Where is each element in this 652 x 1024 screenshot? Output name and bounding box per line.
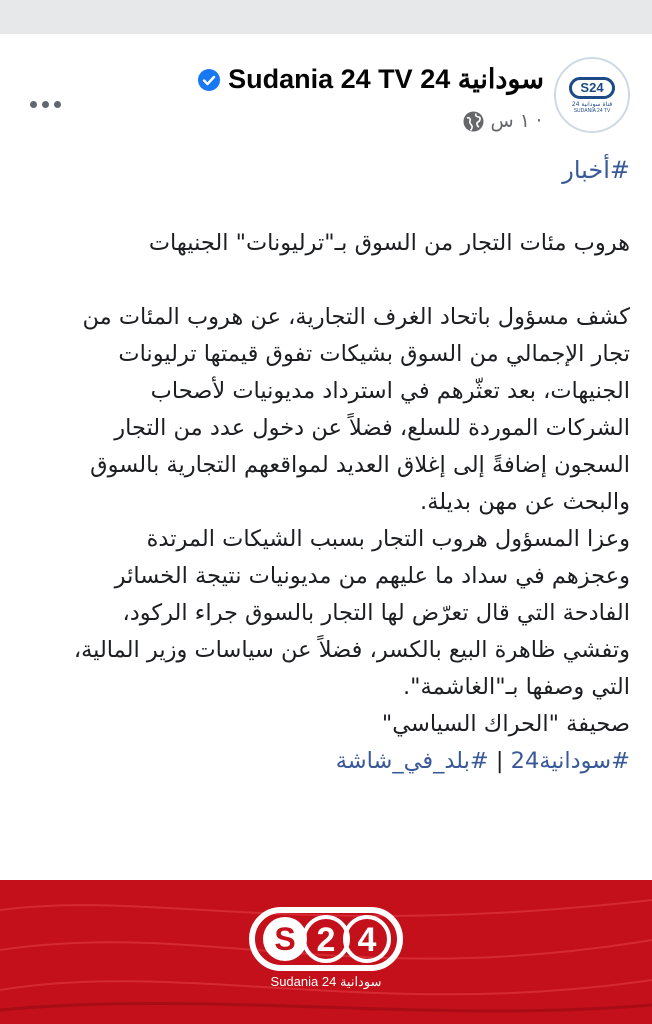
text-line: كشف مسؤول باتحاد الغرف التجارية، عن هروب المئات من xyxy=(82,304,630,330)
logo-digit-4: 4 xyxy=(357,921,377,959)
post-card xyxy=(0,34,652,880)
hashtag-news-link[interactable]: #أخبار xyxy=(562,156,630,184)
logo-letter-s: S xyxy=(274,921,296,957)
page-name-row xyxy=(198,64,544,95)
post-body xyxy=(20,152,630,780)
paragraph-1 xyxy=(20,299,630,521)
globe-icon xyxy=(463,111,484,132)
post-meta xyxy=(463,110,542,132)
verified-badge-icon xyxy=(198,69,220,91)
text-line: الفادحة التي قال تعرّض لها التجار بالسوق جراء الركود، xyxy=(122,600,630,626)
hashtag-separator: | xyxy=(495,748,504,774)
more-options-button[interactable] xyxy=(30,94,70,114)
post-timestamp[interactable]: ١ س · xyxy=(490,110,542,132)
text-line: الجنيهات، بعد تعثّرهم في استرداد مديونيات لأصحاب xyxy=(150,378,630,404)
banner-caption: Sudania 24 سودانية xyxy=(270,974,382,989)
post-headline: هروب مئات التجار من السوق بـ"ترليونات" الجنيهات xyxy=(148,230,630,256)
avatar-subtitle-english: SUDANIA 24 TV xyxy=(573,107,611,114)
avatar-subtitle-arabic: قناة سودانية 24 xyxy=(571,100,613,108)
avatar-logo: S24 xyxy=(569,77,615,99)
text-line: تجار الإجمالي من السوق بشيكات تفوق قيمتها ترليونات xyxy=(118,341,630,367)
text-line: وعزا المسؤول هروب التجار بسبب الشيكات المرتدة xyxy=(146,526,630,552)
more-dot-icon xyxy=(30,101,37,108)
page-avatar[interactable] xyxy=(554,57,630,133)
text-line: وتفشي ظاهرة البيع بالكسر، فضلاً عن سياسات وزير المالية، xyxy=(73,637,630,663)
paragraph-2 xyxy=(20,521,630,743)
text-line: الشركات الموردة للسلع، فضلاً عن دخول عدد من التجار xyxy=(114,415,630,441)
hashtags-row xyxy=(20,743,630,780)
post-header xyxy=(0,34,652,144)
hashtag-sudania24-link[interactable]: #سودانية24 xyxy=(510,748,630,774)
hashtag-balad-link[interactable]: #بلد_في_شاشة xyxy=(335,748,489,774)
top-divider-strip xyxy=(0,0,652,34)
text-line: وعجزهم في سداد ما عليهم من مديونيات نتيجة الخسائر xyxy=(114,563,630,589)
page-name-link[interactable]: سودانية 24 Sudania 24 TV xyxy=(228,64,544,94)
more-dot-icon xyxy=(42,101,49,108)
source-line: صحيفة "الحراك السياسي" xyxy=(381,711,630,737)
s24-logo-icon xyxy=(246,904,406,974)
logo-digit-2: 2 xyxy=(316,921,336,959)
text-line: والبحث عن مهن بديلة. xyxy=(420,489,630,515)
text-line: السجون إضافةً إلى إغلاق العديد لمواقعهم التجارية بالسوق xyxy=(90,452,630,478)
text-line: التي وصفها بـ"الغاشمة". xyxy=(403,674,630,700)
more-dot-icon xyxy=(54,101,61,108)
post-image-banner[interactable] xyxy=(0,880,652,1024)
